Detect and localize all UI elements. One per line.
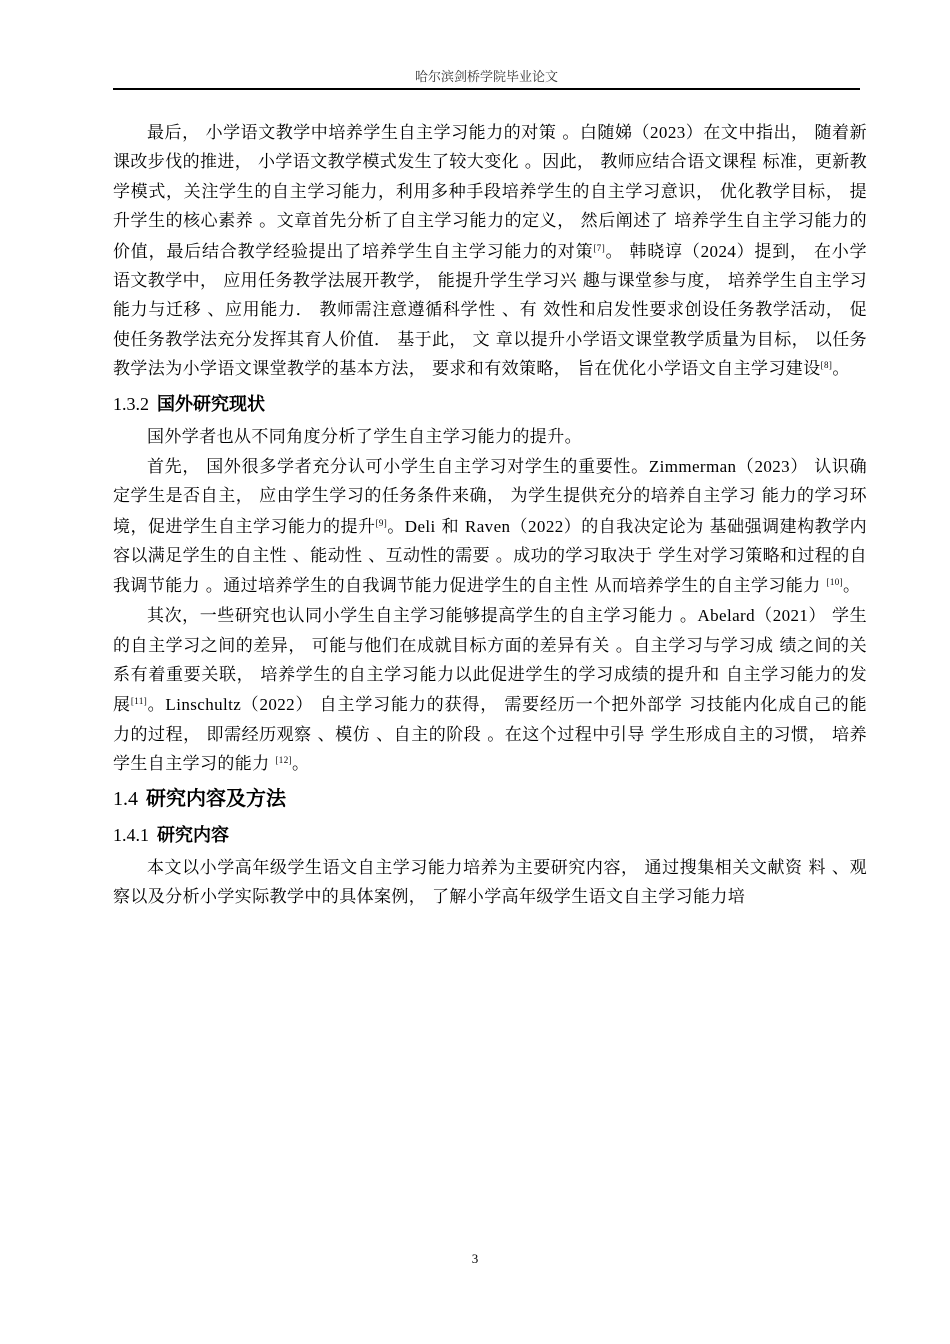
year: 2022 xyxy=(528,516,564,536)
text-run: 其次，一些研究也认同小学生自主学习能够提高学生的自主学习能力 。 xyxy=(147,606,698,627)
author-name: Zimmerman xyxy=(648,457,737,477)
text-run: 。 韩晓谆（ xyxy=(605,241,701,262)
text-run: 。 xyxy=(843,575,861,596)
year: 2021 xyxy=(772,606,809,626)
citation-ref: [12] xyxy=(275,755,293,766)
header-rule xyxy=(113,88,860,90)
text-run: 和 xyxy=(435,516,465,537)
author-name: Raven xyxy=(464,516,511,536)
text-run: 首先， 国外很多学者充分认可小学生自主学习对学生的重要性。 xyxy=(147,457,649,478)
author-name: Abelard xyxy=(697,606,755,626)
paragraph-research-content: 本文以小学高年级学生语文自主学习能力培养为主要研究内容， 通过搜集相关文献资 料 、观察以及分析小学实际教学中的具体案例， 了解小学高年级学生语文自主学习能力培 xyxy=(113,857,867,907)
year: 2023 xyxy=(754,457,791,477)
document-body xyxy=(113,118,867,912)
text-run: 。 xyxy=(387,516,405,537)
section-heading-1-4-1 xyxy=(113,816,867,854)
text-run: ）提到， 在小学语文教学中， 应用任务教学法展开教学， 能提升学生学习兴 趣与课堂参与度， 培养学生自主学习能力与迁移 、应用能力． 教师需注意遵循科学性 、有 效性和启发性要求创设任务教学活动， 促使任务教学法充分发挥其育人价值． 基于此， 文 章以提升小学语文课堂教学质量为目标， 以任务教学法为小学语文课堂教学的基本方法， 要求和有效策略， 旨在优化小学语文自主学习建设 xyxy=(113,241,868,380)
text-run: 。 xyxy=(832,359,850,380)
page-number: 3 xyxy=(471,1251,479,1266)
citation-ref: [7] xyxy=(593,242,606,253)
text-run: 最后， 小学语文教学中培养学生自主学习能力的对策 。白随娣（ xyxy=(147,123,651,143)
section-heading-1-3-2 xyxy=(113,385,867,423)
author-name: Linschultz xyxy=(165,695,242,715)
paragraph-foreign-1 xyxy=(113,452,867,601)
year: 2024 xyxy=(700,241,737,261)
text-run: ）的自我决定论为 基础强调建构教学内容以满足学生的自主性 、能动性 、互动性的需要 。成功的学习取决于 学生对学习策略和过程的自我调节能力 。通过培养学生的自我调节能力促进学生的自主性 从而培养学生的自主学习能力 xyxy=(113,516,868,596)
text-run: （ xyxy=(736,457,755,478)
text-run: ）在文中指出， 随着新课改步伐的推进， 小学语文教学模式发生了较大变化 。因此， 教师应结合语文课程 标准，更新教学模式，关注学生的自主学习能力，利用多种手段培养学生的自主学习意识， 优化教学目标， 提升学生的核心素养 。文章首先分析了自主学习能力的定义， 然后阐述了 培养学生自主学习能力的价值，最后结合教学经验提出了培养学生自主学习能力的对策 xyxy=(113,123,868,262)
text-run: 。 xyxy=(292,754,310,775)
text-run: 。 xyxy=(147,695,166,716)
paragraph-foreign-intro: 国外学者也从不同角度分析了学生自主学习能力的提升。 xyxy=(147,426,582,447)
section-heading-1-4 xyxy=(113,780,867,816)
paragraph-foreign-2 xyxy=(113,601,867,779)
text-run: ） 自主学习能力的获得， 需要经历一个把外部学 习技能内化成自己的能力的过程， 即需经历观察 、模仿 、自主的阶段 。在这个过程中引导 学生形成自主的习惯， 培养学生自主学习的能力 xyxy=(113,695,868,775)
year: 2022 xyxy=(259,695,296,715)
section-title: 国外研究现状 xyxy=(157,393,265,415)
text-run: ） 认识确定学生是否自主， 应由学生学习的任务条件来确， 为学生提供充分的培养自主学习 能力的学习环境，促进学生自主学习能力的提升 xyxy=(113,457,867,537)
citation-ref: [9] xyxy=(375,517,388,528)
section-title: 研究内容及方法 xyxy=(146,785,286,810)
section-number: 1.4.1 xyxy=(113,824,149,845)
year: 2023 xyxy=(650,123,686,142)
text-run: （ xyxy=(755,606,773,627)
citation-ref: [11] xyxy=(130,696,148,707)
author-name: Deli xyxy=(404,516,436,536)
section-number: 1.3.2 xyxy=(113,393,149,414)
text-run: （ xyxy=(241,695,260,716)
text-run: （ xyxy=(510,516,529,537)
paragraph-domestic-1 xyxy=(113,118,867,385)
section-number: 1.4 xyxy=(113,787,138,810)
section-title: 研究内容 xyxy=(157,824,229,846)
page-header: 哈尔滨剑桥学院毕业论文 xyxy=(414,70,558,85)
citation-ref: [10] xyxy=(826,576,844,587)
text-run: ） 学生的自主学习之间的差异， 可能与他们在成就目标方面的差异有关 。自主学习与学习成 绩之间的关系有着重要关联， 培养学生的自主学习能力以此促进学生的学习成绩的提升和 自主学习能力的发展 xyxy=(113,606,868,716)
citation-ref: [8] xyxy=(820,360,833,371)
